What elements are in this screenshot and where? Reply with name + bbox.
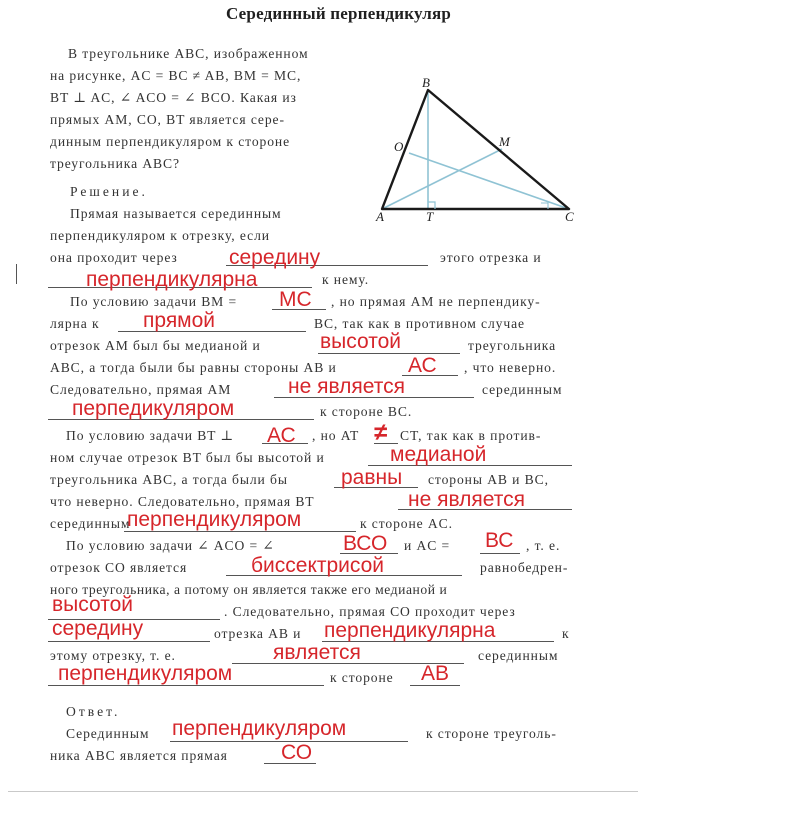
problem-line-2: на рисунке, AC = BC ≠ AB, BM = MC, xyxy=(50,68,302,83)
handwritten-answer-14: ВСО xyxy=(343,532,388,555)
solution-line-17b: равнобедрен- xyxy=(480,560,569,575)
blank-19 xyxy=(48,641,210,642)
problem-line-5: динным перпендикуляром к стороне xyxy=(50,134,291,149)
solution-line-14a: что неверно. Следовательно, прямая BT xyxy=(50,494,315,509)
text-caret xyxy=(16,264,17,284)
solution-line-13b: стороны AB и BC, xyxy=(428,472,549,487)
blank-23 xyxy=(410,685,460,686)
solution-line-13a: треугольника ABC, а тогда были бы xyxy=(50,472,288,487)
handwritten-answer-18: середину xyxy=(52,617,144,640)
solution-line-3a: она проходит через xyxy=(50,250,178,265)
answer-line-2: ника ABC является прямая xyxy=(50,748,228,763)
solution-line-15a: серединным xyxy=(50,516,131,531)
triangle-abc xyxy=(382,90,569,209)
solution-line-9b: серединным xyxy=(482,382,563,397)
blank-16 xyxy=(480,553,520,554)
handwritten-answer-1: середину xyxy=(229,246,321,269)
cevian-co xyxy=(409,153,569,209)
solution-line-16b: и AC = xyxy=(404,538,451,553)
handwritten-answer-15: ВС xyxy=(485,529,514,552)
solution-line-21b: серединным xyxy=(478,648,559,663)
handwritten-answer-19: перпендикулярна xyxy=(324,619,496,642)
solution-line-7a: отрезок AM был бы медианой и xyxy=(50,338,261,353)
problem-line-6: треугольника ABC? xyxy=(50,156,180,171)
solution-line-16c: , т. е. xyxy=(526,538,561,553)
label-a: A xyxy=(376,209,384,224)
solution-line-15b: к стороне AC. xyxy=(360,516,453,531)
triangle-figure xyxy=(370,72,590,232)
solution-line-17a: отрезок CO является xyxy=(50,560,188,575)
solution-line-6b: BC, так как в противном случае xyxy=(314,316,525,331)
handwritten-answer-16: биссектрисой xyxy=(251,554,385,577)
solution-heading: Решение. xyxy=(70,184,148,199)
solution-line-12: ном случае отрезок BT был бы высотой и xyxy=(50,450,325,465)
solution-line-4: к нему. xyxy=(322,272,370,287)
solution-line-2: перпендикуляром к отрезку, если xyxy=(50,228,270,243)
solution-line-10: к стороне BC. xyxy=(320,404,413,419)
label-b: B xyxy=(422,75,430,90)
solution-line-20b: к xyxy=(562,626,570,641)
bottom-rule xyxy=(8,791,638,792)
solution-line-21a: этому отрезку, т. е. xyxy=(50,648,176,663)
handwritten-answer-4: прямой xyxy=(143,309,216,332)
handwritten-answer-24: СО xyxy=(281,741,313,764)
solution-line-3b: этого отрезка и xyxy=(440,250,542,265)
solution-line-16a: По условию задачи ∠ ACO = ∠ xyxy=(66,538,275,553)
answer-line-1a: Серединным xyxy=(66,726,150,741)
solution-line-20a: отрезка AB и xyxy=(214,626,302,641)
handwritten-answer-12: не является xyxy=(408,488,526,511)
handwritten-answer-22: АВ xyxy=(421,662,450,685)
answer-line-1b: к стороне треуголь- xyxy=(426,726,557,741)
handwritten-answer-11: равны xyxy=(341,466,403,489)
solution-line-1: Прямая называется серединным xyxy=(70,206,282,221)
not-equal-symbol: ≠ xyxy=(374,419,388,446)
solution-line-7b: треугольника xyxy=(468,338,557,353)
handwritten-answer-20: является xyxy=(273,641,361,664)
label-o: O xyxy=(394,139,404,154)
solution-line-11c: CT, так как в против- xyxy=(400,428,542,443)
handwritten-answer-17: высотой xyxy=(52,593,133,616)
handwritten-answer-13: перпендикуляром xyxy=(127,508,302,531)
handwritten-answer-8: перпедикуляром xyxy=(72,397,235,420)
handwritten-answer-9: АС xyxy=(267,424,296,447)
solution-line-9a: Следовательно, прямая AM xyxy=(50,382,232,397)
handwritten-answer-2: перпендикулярна xyxy=(86,268,258,291)
solution-line-6a: лярна к xyxy=(50,316,100,331)
problem-line-1: В треугольнике ABC, изображенном xyxy=(68,46,309,61)
handwritten-answer-23: перпендикуляром xyxy=(172,717,347,740)
label-m: M xyxy=(499,134,510,149)
blank-14 xyxy=(124,531,356,532)
problem-line-4: прямых AM, CO, BT является сере- xyxy=(50,112,285,127)
blank-5 xyxy=(318,353,460,354)
solution-line-5b: , но прямая AM не перпендику- xyxy=(331,294,541,309)
solution-line-18: ного треугольника, а потому он является также его медианой и xyxy=(50,582,448,597)
solution-line-11b: , но AT xyxy=(312,428,360,443)
blank-22 xyxy=(48,685,324,686)
handwritten-answer-6: АС xyxy=(408,354,437,377)
solution-line-22: к стороне xyxy=(330,670,394,685)
handwritten-answer-10: медианой xyxy=(390,443,487,466)
answer-heading: Ответ. xyxy=(66,704,121,719)
handwritten-answer-5: высотой xyxy=(320,330,401,353)
solution-line-8b: , что неверно. xyxy=(464,360,557,375)
page-title: Серединный перпендикуляр xyxy=(226,4,452,23)
handwritten-answer-3: МС xyxy=(279,288,312,311)
label-c: C xyxy=(565,209,574,224)
handwritten-answer-21: перпендикуляром xyxy=(58,662,233,685)
solution-line-19: . Следовательно, прямая CO проходит через xyxy=(224,604,516,619)
solution-line-5a: По условию задачи BM = xyxy=(70,294,238,309)
solution-line-8a: ABC, а тогда были бы равны стороны AB и xyxy=(50,360,337,375)
handwritten-answer-7: не является xyxy=(288,375,406,398)
problem-line-3: BT ⊥ AC, ∠ ACO = ∠ BCO. Какая из xyxy=(50,90,297,105)
solution-line-11a: По условию задачи BT ⊥ xyxy=(66,428,235,443)
label-t: T xyxy=(426,209,434,224)
